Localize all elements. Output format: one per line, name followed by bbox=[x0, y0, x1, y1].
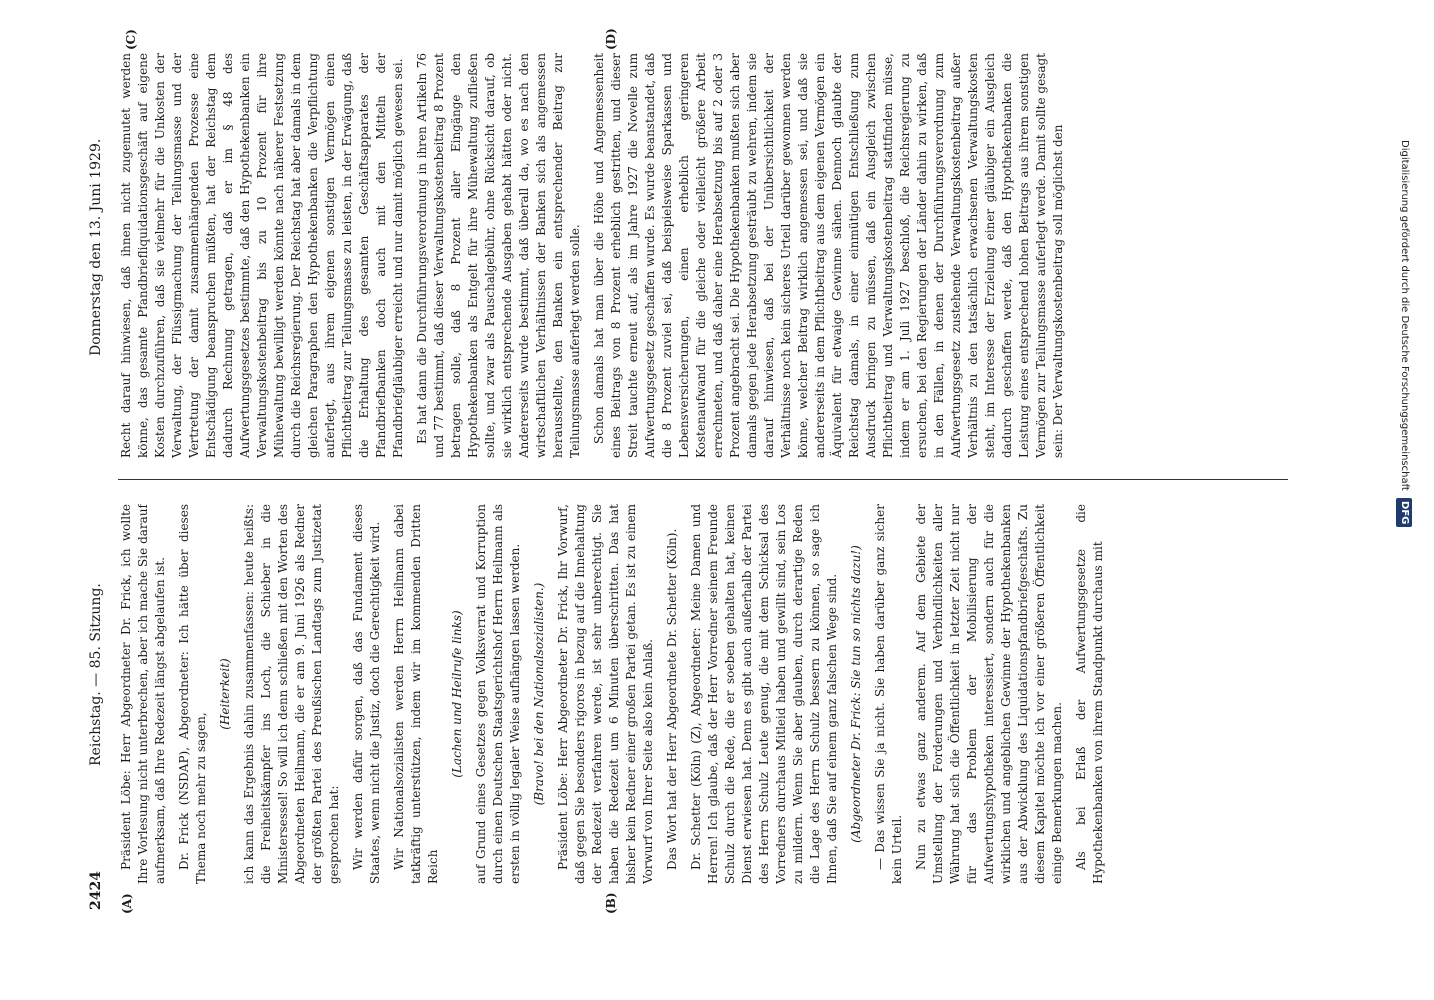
dfg-logo-badge: DFG bbox=[1396, 498, 1412, 527]
paragraph: — Das wissen Sie ja nicht. Sie haben darüber ganz sicher kein Urteil. bbox=[873, 504, 904, 884]
paragraph: Präsident Löbe: Herr Abgeordneter Dr. Frick, ich wollte Ihre Vorlesung nicht unterbrechen, aber ich mache Sie darauf aufmerksam, daß Ihre Redezeit längst abgelaufen ist. bbox=[119, 504, 167, 884]
margin-marker-c: (C) bbox=[124, 29, 138, 50]
paragraph: Dr. Frick (NSDAP), Abgeordneter: Ich hätte über dieses Thema noch mehr zu sagen, bbox=[177, 504, 208, 884]
paragraph: Nun zu etwas ganz anderem. Auf dem Gebiete der Umstellung der Forderungen und Verbindlichkeiten aller Währung hat sich die Öffentlichkeit in letzter Zeit nicht nur für das Problem der Mobilisierung der Aufwertungshypotheken interessiert, sondern auch für die wirklichen und angeblichen Gewinne der Hypothekenbanken aus der Abwicklung des Liquidationspfandbriefgeschäfts. Zu diesem Kapitel möchte ich vor einer größeren Öffentlichkeit einige Bemerkungen machen. bbox=[914, 504, 1064, 884]
paragraph: Dr. Schetter (Köln) (Z), Abgeordneter: Meine Damen und Herren! Ich glaube, daß der Herr Vorredner seinem Freunde Schulz durch die Rede, die er soeben gehalten hat, keinen Dienst erwiesen hat. Denn es gibt auch außerhalb der Partei des Herrn Schulz Leute genug, die mit dem Schicksal des Vorredners durchaus Mitleid haben und gewillt sind, sein Los zu mildern. Wenn Sie aber glauben, durch derartige Reden die Lage des Herrn Schulz bessern zu können, so sage ich Ihnen, daß Sie auf einem ganz falschen Wege sind. bbox=[689, 504, 839, 884]
paragraph: Wir werden dafür sorgen, daß das Fundament dieses Staates, wenn nicht die Justiz, doch die Gerechtigkeit wird. bbox=[351, 504, 382, 884]
left-text-column bbox=[118, 504, 1288, 884]
right-text-column bbox=[118, 53, 1288, 458]
column-divider bbox=[118, 479, 1288, 480]
paragraph: (Abgeordneter Dr. Frick: Sie tun so nichts dazu!) bbox=[849, 545, 863, 843]
paragraph: (Heiterkeit) bbox=[218, 658, 232, 730]
paragraph: (Lachen und Heilrufe links) bbox=[450, 610, 464, 778]
page-header bbox=[84, 36, 108, 916]
paragraph: Das Wort hat der Herr Abgeordnete Dr. Schetter (Köln). bbox=[665, 528, 679, 870]
margin-marker-b: (B) bbox=[604, 892, 618, 914]
paragraph: Schon damals hat man über die Höhe und Angemessenheit eines Beitrags von 8 Prozent erheblich gestritten, und dieser Streit tauchte erneut auf, als im Jahre 1927 die Novelle zum Aufwertungsgesetz geschaffen wurde. Es wurde beanstandet, daß die 8 Prozent zuviel sei, daß beispielsweise Sparkassen und Lebensversicherungen, einen erheblich geringeren Kostenaufwand für die gleiche oder vielleicht größere Arbeit errechneten, und daß daher eine Herabsetzung bis auf 2 oder 3 Prozent angebracht sei. Die Hypothekenbanken mußten sich aber damals gegen jede Herabsetzung gesträubt zu wehren, indem sie darauf hinwiesen, daß bei der Unübersichtlichkeit der Verhältnisse noch kein sicheres Urteil darüber gewonnen werden könne, welcher Beitrag wirklich angemessen sei, und daß sie andererseits in dem Pflichtbeitrag aus dem eigenen Vermögen ein Äquivalent für etwaige Gewinne sähen. Dennoch glaubte der Reichstag damals, in einer einmütigen Entschließung zum Ausdruck bringen zu müssen, daß ein Ausgleich zwischen Pflichtbeitrag und Verwaltungskostenbeitrag stattfinden müsse, indem er am 1. Juli 1927 beschloß, die Reichsregierung zu ersuchen, bei den Regierungen der Länder dahin zu wirken, daß in den Fällen, in denen der Durchführungsverordnung zum Aufwertungsgesetz zustehende Verwaltungskostenbeitrag außer Verhältnis zu den tatsächlich erwachsenen Verwaltungskosten steht, im Interesse der Erzielung einer gläubiger ein Ausgleich dadurch geschaffen werde, daß den Hypothekenbanken die Leistung eines entsprechend hohen Beitrags aus ihrem sonstigen Vermögen zur Teilungsmasse auferlegt werde. Damit sollte gesagt sein: Der Verwaltungskostenbeitrag soll möglichst den bbox=[592, 53, 1065, 458]
paragraph: ich kann das Ergebnis dahin zusammenfassen: heute heißts: die Freiheitskämpfer ins Loch, die Schieber in die Ministersessel! So will ich denn schließen mit den Worten des Abgeordneten Heilmann, die er am 9. Juni 1926 als Redner der größten Partei des Preußischen Landtags zum Justizetat gesprochen hat: bbox=[242, 504, 341, 884]
margin-marker-a: (A) bbox=[120, 893, 134, 914]
paragraph: (Bravo! bei den Nationalsozialisten.) bbox=[532, 582, 546, 806]
paragraph: Als bei Erlaß der Aufwertungsgesetze die Hypothekenbanken von ihrem Standpunkt durchaus mit bbox=[1074, 504, 1105, 884]
session-date: Donnerstag den 13. Juni 1929. bbox=[88, 138, 104, 356]
paragraph: Es hat dann die Durchführungsverordnung in ihren Artikeln 76 und 77 bestimmt, daß dieser Verwaltungskostenbeitrag 8 Prozent betragen solle, daß 8 Prozent aller Eingänge den Hypothekenbanken als Entgelt für ihre Mühewaltung zufließen sollte, und zwar als Pauschalgebühr, ohne Rücksicht darauf, ob sie wirklich entsprechende Ausgaben gehabt hätten oder nicht. Andererseits wurde bestimmt, daß überall da, wo es nach den wirtschaftlichen Verhältnissen der Banken sich als angemessen herausstellte, den Banken ein entsprechender Beitrag zur Teilungsmasse auferlegt werden solle. bbox=[415, 53, 582, 458]
credit-text: Digitalisierung gefördert durch die Deutsche Forschungsgemeinschaft bbox=[1399, 140, 1410, 491]
paragraph: Präsident Löbe: Herr Abgeordneter Dr. Frick, Ihr Vorwurf, daß gegen Sie besonders rigoros in bezug auf die Innehaltung der Redezeit verfahren werde, ist sehr unberechtigt. Sie haben die Redezeit um 6 Minuten überschritten. Das hat bisher kein Redner einer großen Partei getan. Es ist zu einem Vorwurf von Ihrer Seite also kein Anlaß. bbox=[556, 504, 655, 884]
paragraph: Recht darauf hinwiesen, daß ihnen nicht zugemutet werden könne, das gesamte Pfandbriefliquidationsgeschäft auf eigene Kosten durchzuführen, daß sie vielmehr für die Unkosten der Verwaltung, der Flüssigmachung der Teilungsmasse und der Vertretung der damit zusammenhängenden Prozesse eine Entschädigung beanspruchen müßten, hat der Reichstag dem dadurch Rechnung getragen, daß er im § 48 des Aufwertungsgesetzes bestimmte, daß den Hypothekenbanken ein Verwaltungskostenbeitrag bis zu 10 Prozent für ihre Mühewaltung bewilligt werden könnte nach näherer Festsetzung durch die Reichsregierung. Der Reichstag hat aber damals in dem gleichen Paragraphen den Hypothekenbanken die Verpflichtung auferlegt, aus ihrem eigenen sonstigen Vermögen einen Pflichtbeitrag zur Teilungsmasse zu leisten, in der Erwägung, daß die Erhaltung des gesamten Geschäftsapparates der Pfandbriefbanken doch auch mit den Mitteln der Pfandbriefgläubiger erreicht und nur damit möglich gewesen sei. bbox=[119, 53, 405, 458]
session-title: Reichstag. — 85. Sitzung. bbox=[88, 583, 104, 766]
digitization-credit bbox=[1396, 140, 1412, 860]
paragraph: Wir Nationalsozialisten werden Herrn Heilmann dabei tatkräftig unterstützen, indem wir im kommenden Dritten Reich bbox=[392, 504, 440, 884]
document-page bbox=[84, 28, 1434, 916]
paragraph: auf Grund eines Gesetzes gegen Volksverrat und Korruption durch einen Deutschen Staatsgerichtshof Herrn Heilmann als ersten in völlig legaler Weise aufhängen lassen werden. bbox=[474, 504, 522, 884]
margin-marker-d: (D) bbox=[604, 28, 618, 50]
page-number: 2424 bbox=[88, 871, 104, 910]
